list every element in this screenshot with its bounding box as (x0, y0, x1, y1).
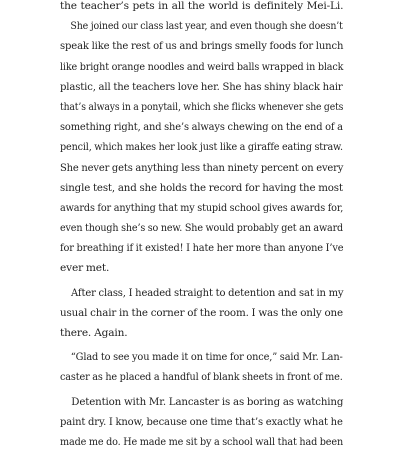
text-line: that’s always in a ponytail, which she flicks whenever she gets (60, 100, 344, 113)
text-line: caster as he placed a handful of blank sheets in front of me. (60, 371, 343, 384)
text-line: like bright orange noodles and weird balls wrapped in black (60, 60, 344, 73)
text-line: plastic, all the teachers love her. She has shiny black hair (60, 80, 343, 93)
text-line: She joined our class last year, and even though she doesn’t (60, 20, 343, 33)
text-line: paint dry. I know, because one time that’s exactly what he (60, 415, 343, 428)
text-line: ever met. (60, 262, 110, 275)
text-line: She never gets anything less than ninety percent on every (60, 161, 344, 174)
text-line: “Glad to see you made it on time for once,” said Mr. Lan- (60, 351, 343, 364)
text-line: After class, I headed straight to detention and sat in my (60, 286, 344, 299)
text-line: pencil, which makes her look just like a giraffe eating straw. (60, 141, 343, 154)
text-line: there. Again. (60, 327, 128, 339)
text-line: speak like the rest of us and brings smelly foods for lunch (60, 40, 344, 53)
text-line: awards for anything that my stupid school gives awards for, (60, 201, 344, 214)
text-line: something right, and she’s always chewing on the end of a (60, 121, 343, 134)
text-line: Detention with Mr. Lancaster is as boring as watching (60, 395, 344, 408)
text-line: usual chair in the corner of the room. I was the only one (60, 306, 343, 319)
text-line: made me do. He made me sit by a school wall that had been (60, 435, 344, 448)
text-line: for breathing if it existed! I hate her more than anyone I’ve (60, 242, 344, 255)
body-text (60, 0, 343, 452)
text-line: the teacher’s pets in all the world is definitely Mei-Li. (60, 0, 344, 12)
text-line: single test, and she holds the record for having the most (60, 181, 343, 194)
text-line: even though she’s so new. She would probably get an award (60, 222, 344, 235)
